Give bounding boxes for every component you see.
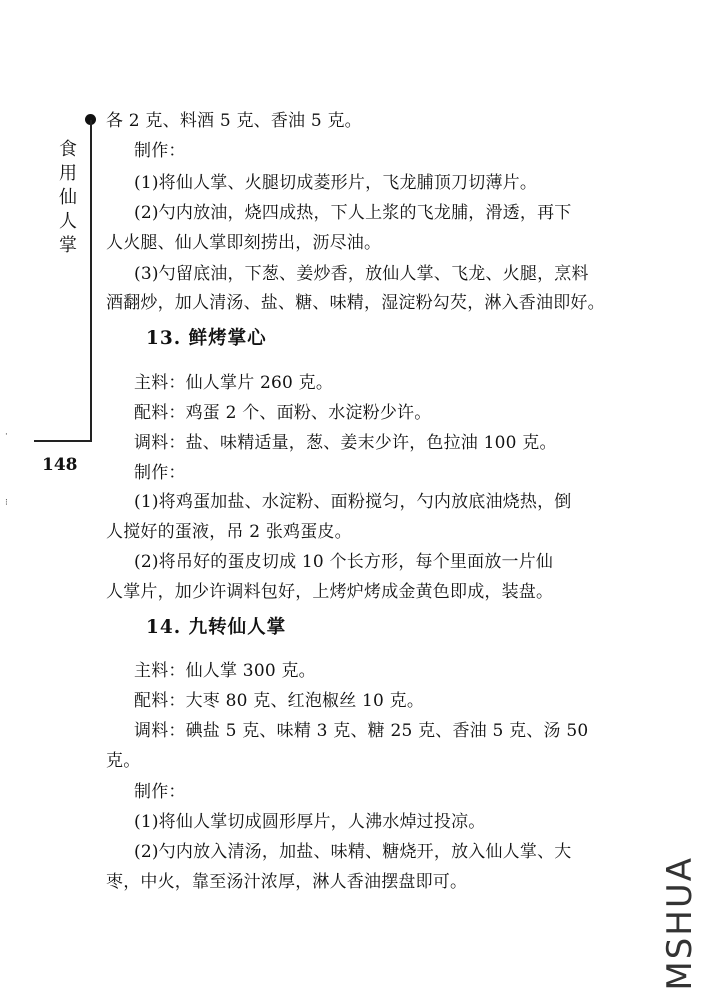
- recipe-heading: 14. 九转仙人掌: [146, 617, 287, 638]
- recipe-heading: 13. 鲜烤掌心: [146, 328, 267, 349]
- body-line: 制作：: [134, 141, 186, 161]
- scan-mark: ·: [5, 430, 8, 440]
- body-line: 克。: [106, 751, 141, 771]
- body-line: (1)将仙人掌切成圆形厚片，人沸水焯过投凉。: [134, 812, 486, 832]
- body-line: (2)勺内放入清汤，加盐、味精、糖烧开，放入仙人掌、大: [134, 842, 572, 862]
- page-number: 148: [42, 455, 78, 475]
- body-line: 配料：鸡蛋 2 个、面粉、水淀粉少许。: [134, 403, 432, 423]
- running-title: 食用仙人掌: [59, 139, 77, 256]
- body-line: (3)勺留底油，下葱、姜炒香，放仙人掌、飞龙、火腿，烹料: [134, 264, 589, 284]
- body-line: 调料：盐、味精适量，葱、姜末少许，色拉油 100 克。: [134, 433, 557, 453]
- body-line: 各 2 克、料酒 5 克、香油 5 克。: [106, 111, 362, 131]
- body-line: 酒翻炒，加人清汤、盐、糖、味精，湿淀粉勾芡，淋入香油即好。: [106, 293, 605, 313]
- body-line: 制作：: [134, 463, 186, 483]
- page-number-rule: [34, 440, 91, 442]
- watermark: MSHUA: [660, 856, 700, 991]
- body-line: 调料：碘盐 5 克、味精 3 克、糖 25 克、香油 5 克、汤 50: [134, 721, 589, 741]
- body-line: 人火腿、仙人掌即刻捞出，沥尽油。: [106, 233, 382, 253]
- body-line: 枣，中火，靠至汤汁浓厚，淋人香油摆盘即可。: [106, 872, 468, 892]
- body-line: 主料：仙人掌片 260 克。: [134, 373, 334, 393]
- body-line: (1)将鸡蛋加盐、水淀粉、面粉搅匀，勺内放底油烧热，倒: [134, 492, 572, 512]
- margin-rule: [90, 120, 92, 442]
- body-line: (2)将吊好的蛋皮切成 10 个长方形，每个里面放一片仙: [134, 552, 554, 572]
- body-line: (1)将仙人掌、火腿切成菱形片，飞龙脯顶刀切薄片。: [134, 173, 538, 193]
- body-line: 制作：: [134, 782, 186, 802]
- body-line: 人掌片，加少许调料包好，上烤炉烤成金黄色即成，装盘。: [106, 582, 554, 602]
- body-line: 主料：仙人掌 300 克。: [134, 661, 316, 681]
- body-line: 人搅好的蛋液，吊 2 张鸡蛋皮。: [106, 522, 352, 542]
- body-line: 配料：大枣 80 克、红泡椒丝 10 克。: [134, 691, 425, 711]
- body-line: (2)勺内放油，烧四成热，下人上浆的飞龙脯，滑透，再下: [134, 203, 572, 223]
- scan-mark: ⁝: [5, 498, 8, 508]
